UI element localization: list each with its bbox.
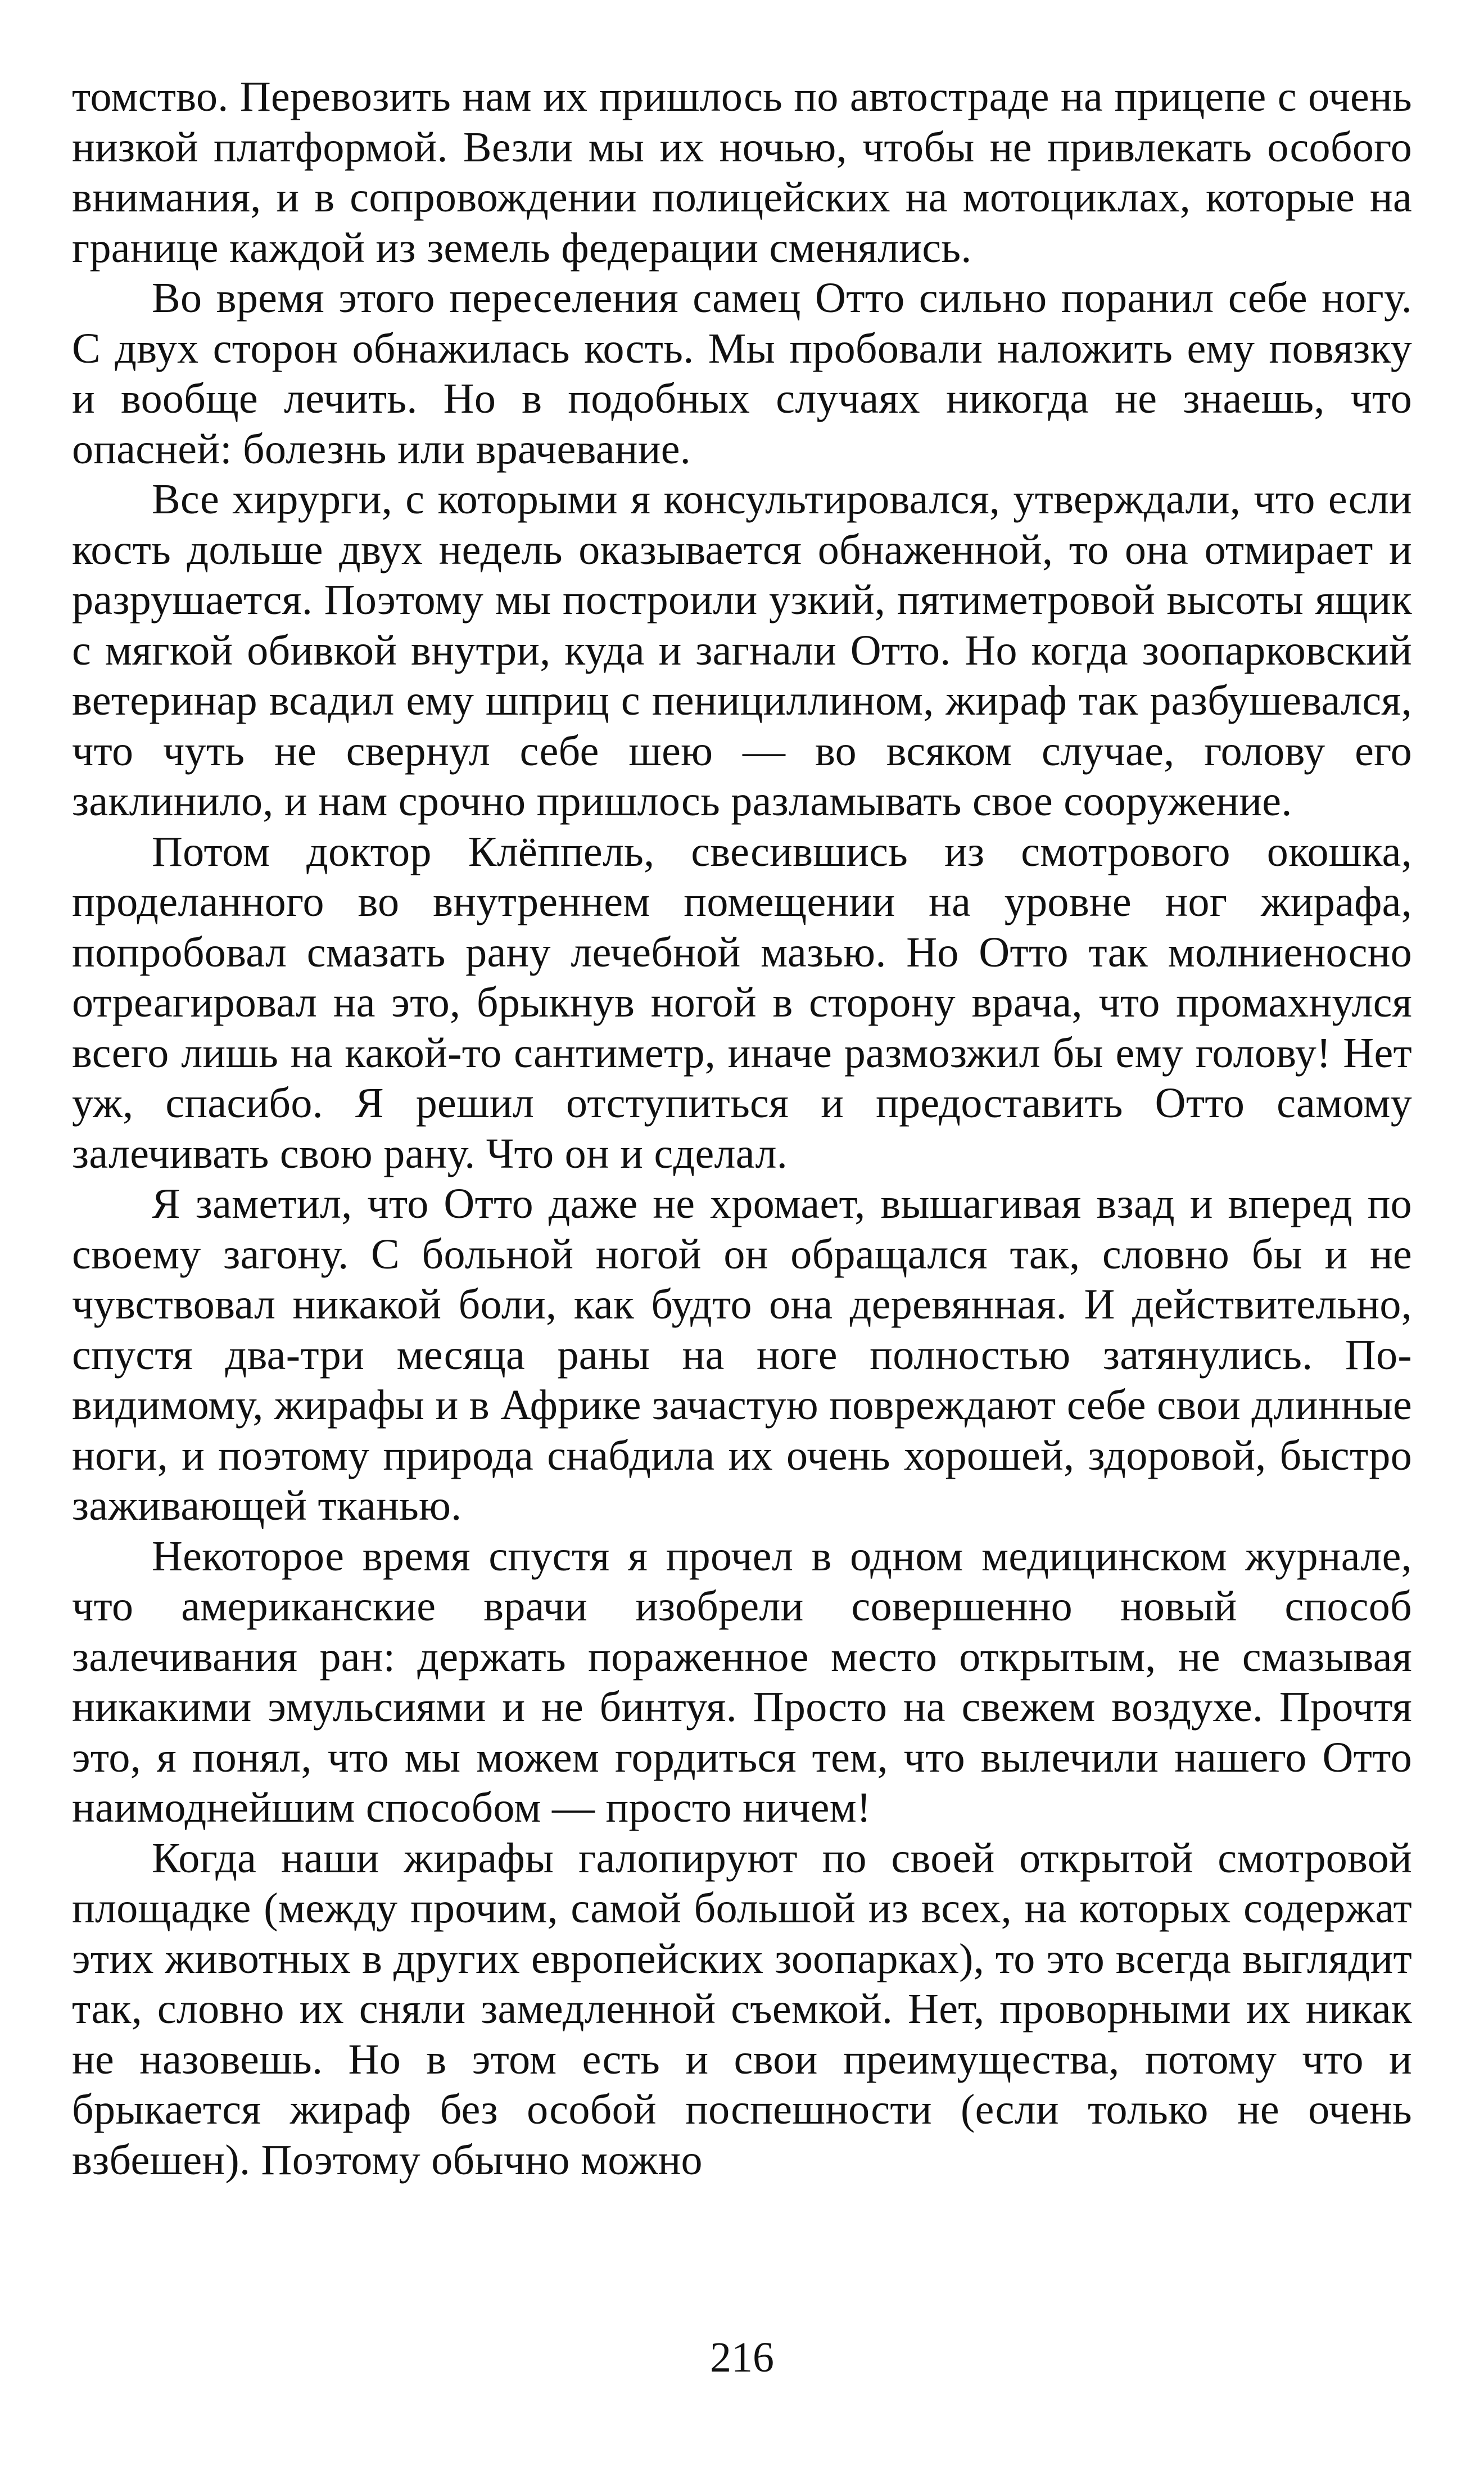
paragraph: Я заметил, что Отто даже не хромает, вышагивая взад и вперед по своему загону. С больной ногой он обращался так, словно бы и не чувствовал никакой боли, как будто она деревянная. И действительно, спустя два-три месяца раны на ноге полностью затянулись. По-видимому, жирафы и в Африке зачастую повреждают себе свои длинные ноги, и поэтому природа снабдила их очень хорошей, здоровой, быстро заживающей тканью. — [72, 1180, 1412, 1529]
paragraph: Некоторое время спустя я прочел в одном медицинском журнале, что американские врачи изобрели совершенно новый способ залечивания ран: держать пораженное место открытым, не смазывая никакими эмульсиями и не бинтуя. Просто на свежем воздухе. Прочтя это, я понял, что мы можем гордиться тем, что вылечили нашего Отто наимоднейшим способом — просто ничем! — [72, 1532, 1412, 1831]
page-number: 216 — [710, 2334, 774, 2381]
paragraph: Во время этого переселения самец Отто сильно поранил себе ногу. С двух сторон обнажилась кость. Мы пробовали наложить ему повязку и вообще лечить. Но в подобных случаях никогда не знаешь, что опасней: болезнь или врачевание. — [72, 274, 1412, 473]
paragraph: Когда наши жирафы галопируют по своей открытой смотровой площадке (между прочим, самой большой из всех, на которых содержат этих животных в других европейских зоопарках), то это всегда выглядит так, словно их сняли замедленной съемкой. Нет, проворными их никак не назовешь. Но в этом есть и свои преимущества, потому что и брыкается жираф без особой поспешности (если только не очень взбешен). Поэтому обычно можно — [72, 1834, 1412, 2184]
paragraph-continuation: томство. Перевозить нам их пришлось по автостраде на прицепе с очень низкой платформой. Везли мы их ночью, чтобы не привлекать особого внимания, и в сопровождении полицейских на мотоциклах, которые на границе каждой из земель федерации сменялись. — [72, 73, 1412, 272]
text-column — [72, 72, 1412, 2185]
paragraph: Все хирурги, с которыми я консультировался, утверждали, что если кость дольше двух недель оказывается обнаженной, то она отмирает и разрушается. Поэтому мы построили узкий, пятиметровой высоты ящик с мягкой обивкой внутри, куда и загнали Отто. Но когда зоопарковский ветеринар всадил ему шприц с пенициллином, жираф так разбушевался, что чуть не свернул себе шею — во всяком случае, голову его заклинило, и нам срочно пришлось разламывать свое сооружение. — [72, 476, 1412, 825]
paragraph: Потом доктор Клёппель, свесившись из смотрового окошка, проделанного во внутреннем помещении на уровне ног жирафа, попробовал смазать рану лечебной мазью. Но Отто так молниеносно отреагировал на это, брыкнув ногой в сторону врача, что промахнулся всего лишь на какой-то сантиметр, иначе размозжил бы ему голову! Нет уж, спасибо. Я решил отступиться и предоставить Отто самому залечивать свою рану. Что он и сделал. — [72, 828, 1412, 1177]
